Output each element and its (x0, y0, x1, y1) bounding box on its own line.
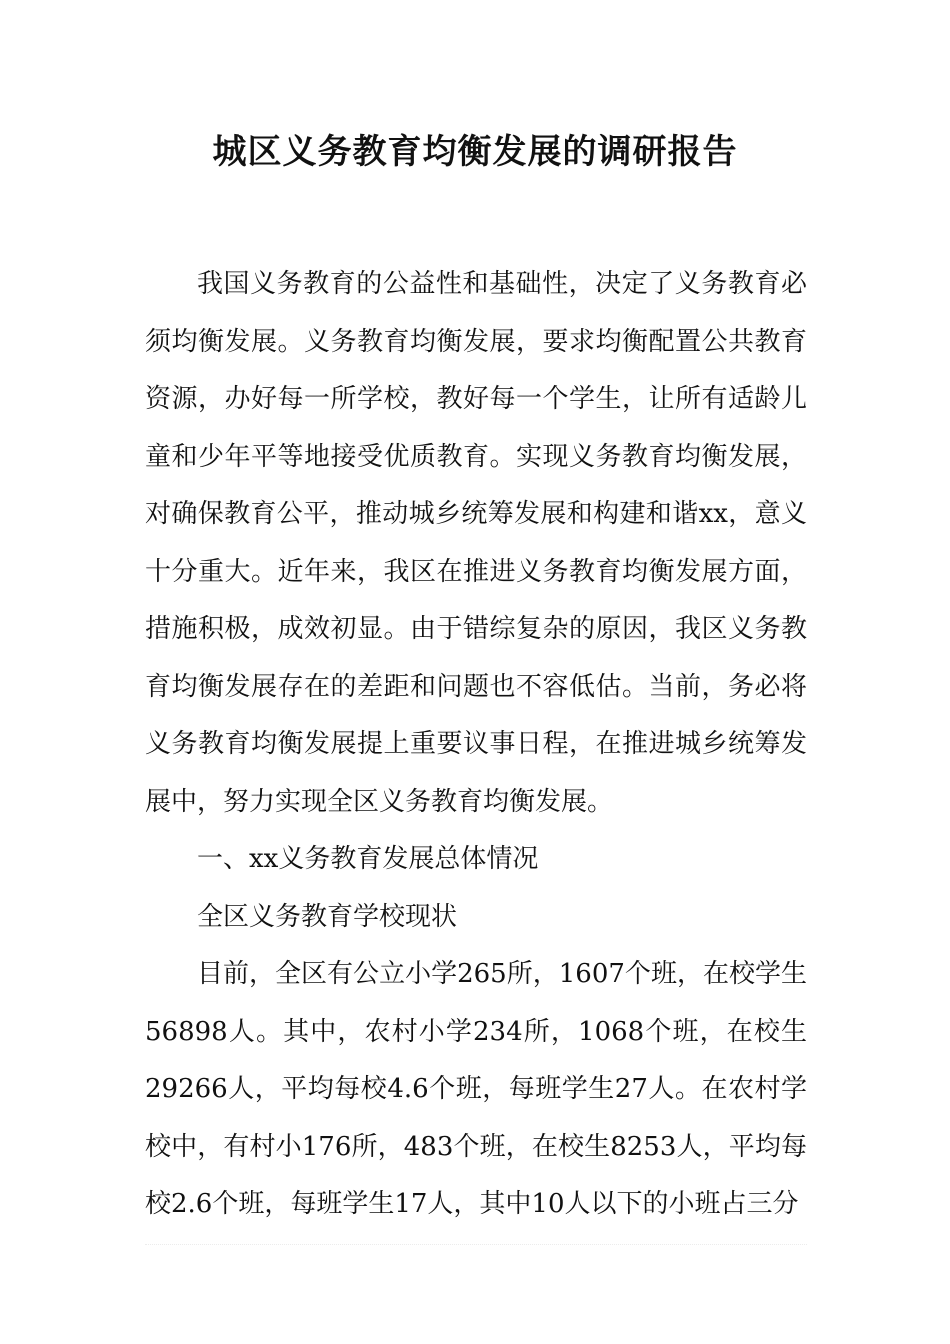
statistics-paragraph: 目前，全区有公立小学265所，1607个班，在校学生56898人。其中，农村小学234所，1068个班，在校生29266人，平均每校4.6个班，每班学生27人。在农村学校中，有村小176所，483个班，在校生8253人，平均每校2.6个班，每班学生17人，其中10人以下的小班占三分 (145, 959, 807, 1219)
intro-paragraph: 我国义务教育的公益性和基础性，决定了义务教育必须均衡发展。义务教育均衡发展，要求均衡配置公共教育资源，办好每一所学校，教好每一个学生，让所有适龄儿童和少年平等地接受优质教育。实现义务教育均衡发展，对确保教育公平，推动城乡统筹发展和构建和谐xx，意义十分重大。近年来，我区在推进义务教育均衡发展方面，措施积极，成效初显。由于错综复杂的原因，我区义务教育均衡发展存在的差距和问题也不容低估。当前，务必将义务教育均衡发展提上重要议事日程，在推进城乡统筹发展中，努力实现全区义务教育均衡发展。 (145, 269, 807, 817)
section-heading: 一、xx义务教育发展总体情况 (197, 844, 539, 874)
document-body (145, 256, 807, 1234)
page-divider (145, 1244, 807, 1245)
subsection-heading: 全区义务教育学校现状 (197, 901, 458, 932)
document-title: 城区义务教育均衡发展的调研报告 (212, 132, 738, 172)
